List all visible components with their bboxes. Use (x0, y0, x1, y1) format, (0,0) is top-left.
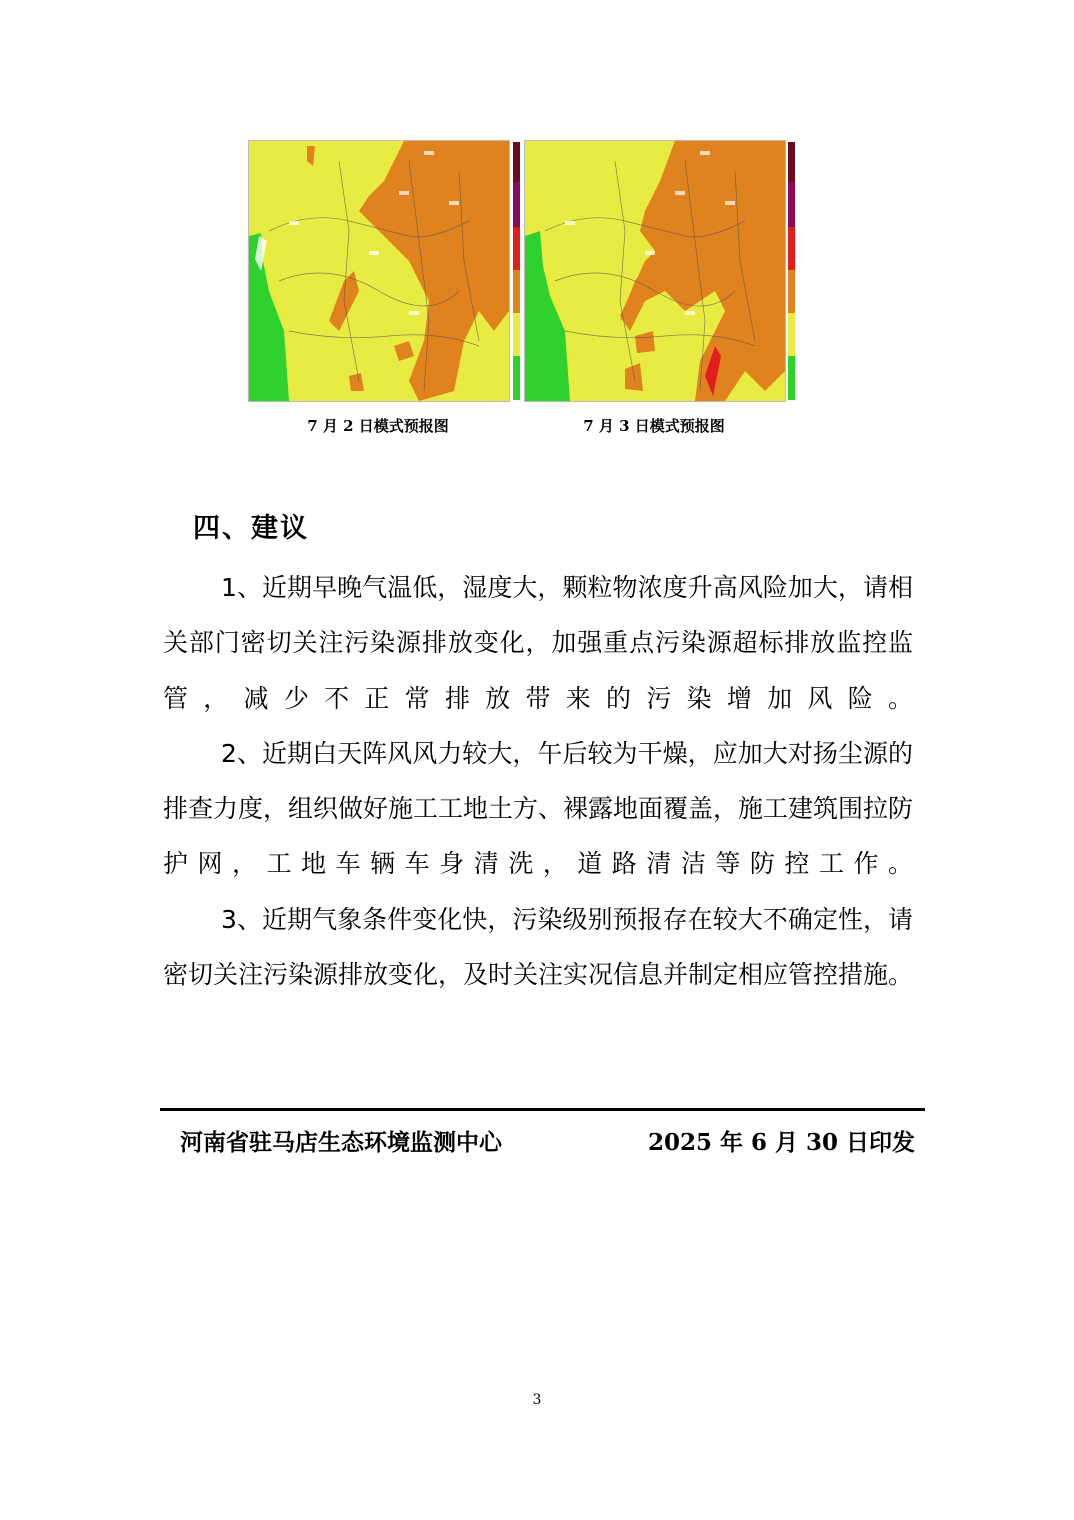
map-caption-left: 7 月 2 日模式预报图 (307, 417, 449, 435)
map-caption-right: 7 月 3 日模式预报图 (583, 417, 725, 435)
issue-date: 2025 年 6 月 30 日印发 (648, 1129, 916, 1156)
recommendations-body (163, 560, 913, 1002)
recommendation-paragraph-3: 3、近期气象条件变化快，污染级别预报存在较大不确定性，请密切关注污染源排放变化，及时关注实况信息并制定相应管控措施。 (163, 904, 914, 990)
color-legend-right (788, 142, 795, 400)
forecast-map-jul-2 (248, 140, 510, 402)
footer-divider (160, 1108, 925, 1111)
recommendation-paragraph-2: 2、近期白天阵风风力较大，午后较为干燥，应加大对扬尘源的排查力度，组织做好施工工地土方、裸露地面覆盖，施工建筑围拉防护网，工地车辆车身清洗，道路清洁等防控工作。 (163, 738, 914, 879)
forecast-maps (248, 140, 798, 440)
recommendation-paragraph-1: 1、近期早晚气温低，湿度大，颗粒物浓度升高风险加大，请相关部门密切关注污染源排放变化，加强重点污染源超标排放监控监管，减少不正常排放带来的污染增加风险。 (163, 573, 913, 713)
issuing-organization: 河南省驻马店生态环境监测中心 (180, 1129, 502, 1156)
color-legend-left (513, 142, 520, 400)
page-number: 3 (532, 1392, 542, 1408)
section-heading: 四、建议 (193, 513, 309, 544)
forecast-map-jul-3 (524, 140, 786, 402)
